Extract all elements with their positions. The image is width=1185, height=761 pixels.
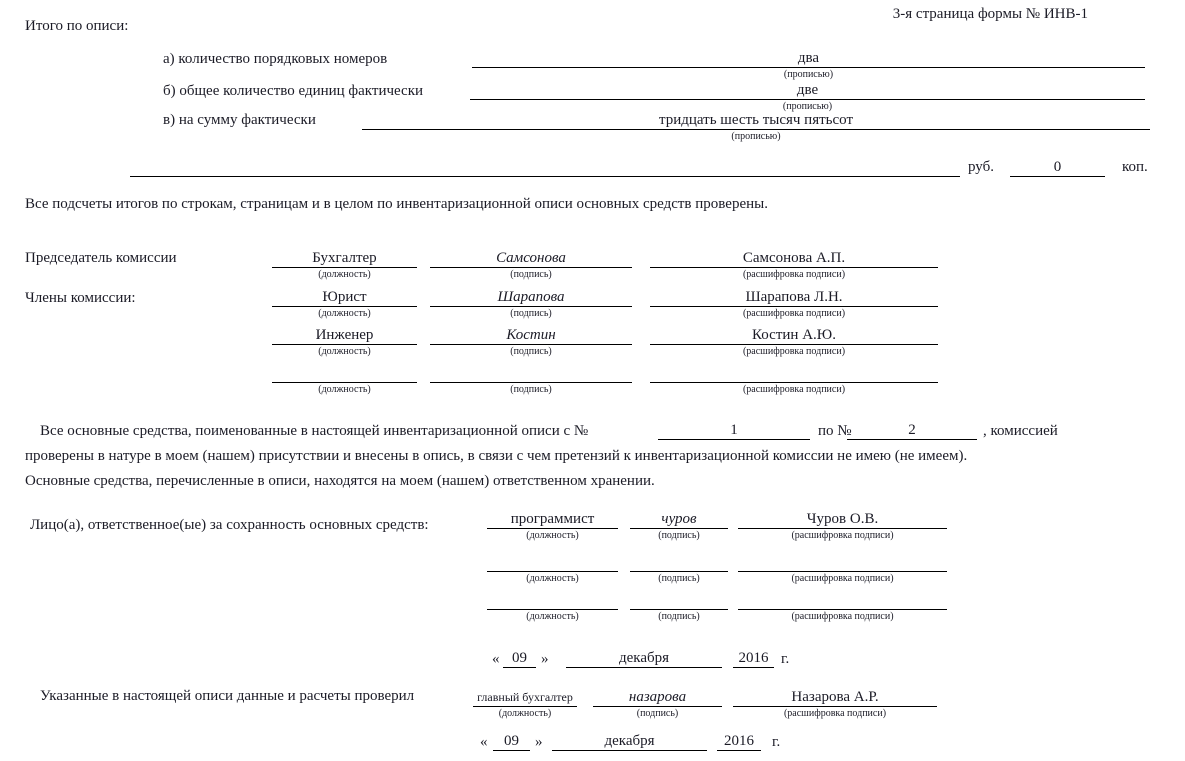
position-label: (должность) xyxy=(498,708,552,719)
verification-label: Указанные в настоящей описи данные и расчеты проверил xyxy=(40,688,415,704)
year-field[interactable]: 2016 xyxy=(733,649,774,668)
transcript-label: (расшифровка подписи) xyxy=(791,573,894,584)
signature-label: (подпись) xyxy=(510,308,552,319)
open-quote: « xyxy=(492,651,500,667)
commission-position-field[interactable]: Инженер xyxy=(272,326,417,345)
confirmation-line1-prefix: Все основные средства, поименованные в настоящей инвентаризационной описи с № xyxy=(40,423,589,439)
commission-transcript-field[interactable]: Костин А.Ю. xyxy=(650,326,938,345)
transcript-label: (расшифровка подписи) xyxy=(742,346,846,357)
propis-label: (прописью) xyxy=(731,131,781,142)
responsible-transcript-field[interactable] xyxy=(738,553,947,572)
commission-position-field[interactable]: Бухгалтер xyxy=(272,249,417,268)
members-label: Члены комиссии: xyxy=(25,290,136,306)
day-field[interactable]: 09 xyxy=(503,649,536,668)
signature-label: (подпись) xyxy=(658,530,700,541)
commission-transcript-field[interactable]: Самсонова А.П. xyxy=(650,249,938,268)
transcript-label: (расшифровка подписи) xyxy=(783,708,887,719)
totals-title: Итого по описи: xyxy=(25,18,129,34)
signature-label: (подпись) xyxy=(510,384,552,395)
commission-position-field[interactable]: Юрист xyxy=(272,288,417,307)
position-label: (должность) xyxy=(318,308,371,319)
amount-label: в) на сумму фактически xyxy=(163,112,316,128)
year-suffix: г. xyxy=(772,734,781,750)
verification-signature-field[interactable]: назарова xyxy=(593,688,722,707)
chairman-label: Председатель комиссии xyxy=(25,250,177,266)
verification-position-field[interactable]: главный бухгалтер xyxy=(473,688,577,707)
to-number-field[interactable]: 2 xyxy=(847,421,977,440)
responsible-signature-field[interactable]: чуров xyxy=(630,510,728,529)
month-field[interactable]: декабря xyxy=(566,649,722,668)
close-quote: » xyxy=(541,651,549,667)
day-field[interactable]: 09 xyxy=(493,732,530,751)
responsible-signature-field[interactable] xyxy=(630,553,728,572)
responsible-position-field[interactable] xyxy=(487,591,618,610)
position-label: (должность) xyxy=(526,530,579,541)
signature-label: (подпись) xyxy=(658,611,700,622)
signature-label: (подпись) xyxy=(636,708,679,719)
transcript-label: (расшифровка подписи) xyxy=(742,384,846,395)
to-number-label: по № xyxy=(818,423,852,439)
verification-transcript-field[interactable]: Назарова А.Р. xyxy=(733,688,937,707)
transcript-label: (расшифровка подписи) xyxy=(742,308,846,319)
position-label: (должность) xyxy=(526,611,579,622)
year-field[interactable]: 2016 xyxy=(717,732,761,751)
responsible-signature-field[interactable] xyxy=(630,591,728,610)
totals-checked-statement: Все подсчеты итогов по строкам, страницам и в целом по инвентаризационной описи основных средств проверены. xyxy=(25,196,768,212)
rub-label: руб. xyxy=(968,159,994,175)
confirmation-line2: проверены в натуре в моем (нашем) присутствии и внесены в опись, в связи с чем претензий к инвентаризационной комиссии не имею (не имеем). xyxy=(25,448,968,464)
commission-transcript-field[interactable] xyxy=(650,364,938,383)
responsible-transcript-field[interactable] xyxy=(738,591,947,610)
confirmation-line3: Основные средства, перечисленные в описи, находятся на моем (нашем) ответственном хранении. xyxy=(25,473,655,489)
month-field[interactable]: декабря xyxy=(552,732,707,751)
propis-label: (прописью) xyxy=(782,101,833,112)
kop-label: коп. xyxy=(1122,159,1148,175)
commission-signature-field[interactable]: Костин xyxy=(430,326,632,345)
responsible-label: Лицо(а), ответственное(ые) за сохранность основных средств: xyxy=(30,517,429,533)
responsible-position-field[interactable] xyxy=(487,553,618,572)
transcript-label: (расшифровка подписи) xyxy=(742,269,846,280)
form-page-label: 3-я страница формы № ИНВ-1 xyxy=(892,6,1088,22)
responsible-transcript-field[interactable]: Чуров О.В. xyxy=(738,510,947,529)
position-label: (должность) xyxy=(318,346,371,357)
ordinal-numbers-value-field[interactable]: два xyxy=(472,49,1145,68)
transcript-label: (расшифровка подписи) xyxy=(791,611,894,622)
units-count-value-field[interactable]: две xyxy=(470,81,1145,100)
transcript-label: (расшифровка подписи) xyxy=(791,530,894,541)
ordinal-numbers-label: а) количество порядковых номеров xyxy=(163,51,388,67)
kopecks-value-field[interactable]: 0 xyxy=(1010,158,1105,177)
from-number-field[interactable]: 1 xyxy=(658,421,810,440)
year-suffix: г. xyxy=(781,651,790,667)
commission-signature-field[interactable] xyxy=(430,364,632,383)
commission-signature-field[interactable]: Шарапова xyxy=(430,288,632,307)
signature-label: (подпись) xyxy=(510,269,552,280)
commission-position-field[interactable] xyxy=(272,364,417,383)
open-quote: « xyxy=(480,734,488,750)
amount-value-field[interactable]: тридцать шесть тысяч пятьсот xyxy=(362,111,1150,130)
commission-signature-field[interactable]: Самсонова xyxy=(430,249,632,268)
responsible-position-field[interactable]: программист xyxy=(487,510,618,529)
units-count-label: б) общее количество единиц фактически xyxy=(163,83,424,99)
signature-label: (подпись) xyxy=(510,346,552,357)
close-quote: » xyxy=(535,734,543,750)
amount-extra-field[interactable] xyxy=(130,158,960,177)
position-label: (должность) xyxy=(526,573,579,584)
commission-transcript-field[interactable]: Шарапова Л.Н. xyxy=(650,288,938,307)
confirmation-line1-suffix: , комиссией xyxy=(983,423,1058,439)
signature-label: (подпись) xyxy=(658,573,700,584)
position-label: (должность) xyxy=(318,384,371,395)
position-label: (должность) xyxy=(318,269,371,280)
propis-label: (прописью) xyxy=(783,69,834,80)
